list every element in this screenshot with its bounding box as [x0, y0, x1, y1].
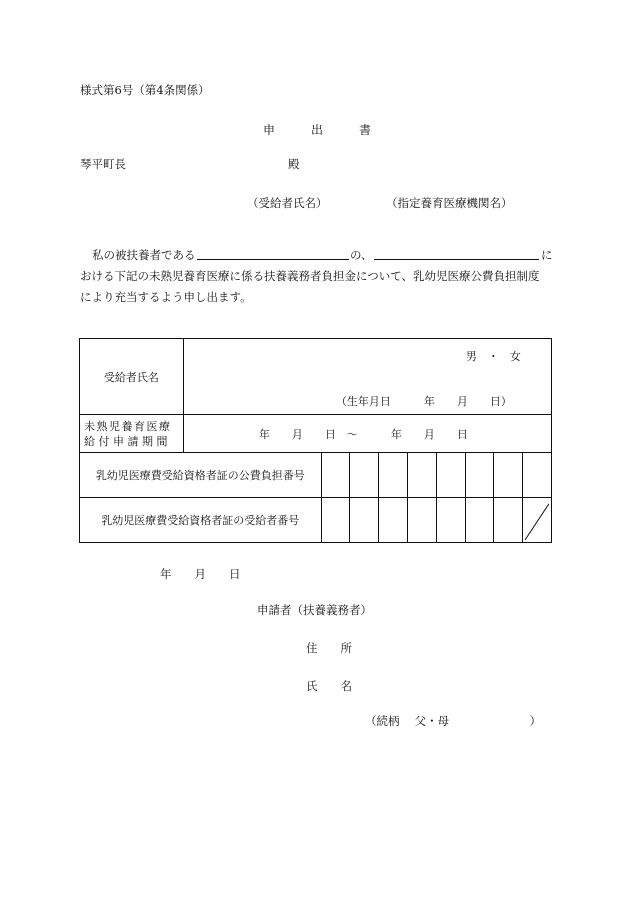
submission-date[interactable]: 年 月 日 — [160, 567, 241, 581]
public-burden-digit-4[interactable] — [407, 453, 436, 498]
birthdate[interactable]: （生年月日 年 月 日） — [335, 395, 512, 408]
public-burden-digit-5[interactable] — [436, 453, 465, 498]
period-label-line-2: 給付申請期間 — [84, 434, 171, 448]
body-paragraph — [80, 245, 555, 308]
public-burden-digit-6[interactable] — [465, 453, 494, 498]
relationship-field[interactable]: （続柄 父・母 ） — [365, 714, 542, 728]
public-burden-digit-7[interactable] — [494, 453, 523, 498]
addressee: 琴平町長 — [80, 157, 126, 171]
public-burden-number-label-cell — [80, 453, 322, 498]
application-table — [79, 338, 552, 543]
application-period-label-cell — [80, 415, 184, 453]
public-burden-digit-1[interactable] — [321, 453, 350, 498]
recipient-digit-6[interactable] — [465, 498, 494, 543]
institution-name-field[interactable] — [374, 259, 539, 260]
recipient-name-row-label: 受給者氏名 — [103, 370, 159, 384]
period-label-line-1: 未熟児養育医療 — [84, 419, 172, 433]
body-line-3: により充当するよう申し出ます。 — [80, 290, 252, 304]
body-text-2: の、 — [350, 248, 373, 262]
recipient-digit-4[interactable] — [407, 498, 436, 543]
document-title: 申 出 書 — [263, 123, 372, 137]
recipient-digit-3[interactable] — [379, 498, 408, 543]
recipient-digit-5[interactable] — [436, 498, 465, 543]
public-burden-digit-3[interactable] — [379, 453, 408, 498]
recipient-number-label-cell — [80, 498, 322, 543]
public-burden-digit-2[interactable] — [350, 453, 379, 498]
dependent-name-field[interactable] — [197, 259, 349, 260]
form-number: 様式第6号（第4条関係） — [80, 83, 210, 97]
recipient-digit-7[interactable] — [494, 498, 523, 543]
public-burden-number-label: 乳幼児医療費受給資格者証の公費負担番号 — [95, 469, 305, 482]
body-text-1: 私の被扶養者である — [92, 248, 196, 262]
gender-choice[interactable]: 男 ・ 女 — [465, 350, 521, 363]
application-period[interactable]: 年 月 日 ～ 年 月 日 — [258, 427, 468, 441]
name-label: 氏 名 — [306, 679, 352, 693]
recipient-name-label-cell — [80, 339, 184, 415]
institution-label: （指定養育医療機関名） — [386, 196, 513, 210]
recipient-digit-1[interactable] — [321, 498, 350, 543]
public-burden-digit-8[interactable] — [523, 453, 552, 498]
diagonal-slash — [523, 498, 551, 542]
recipient-name-label: （受給者氏名） — [247, 196, 328, 210]
body-line-2: おける下記の未熟児養育医療に係る扶養義務者負担金について、乳幼児医療公費負担制度 — [80, 269, 540, 283]
address-label: 住 所 — [306, 641, 352, 655]
recipient-digit-8-crossed — [523, 498, 552, 543]
body-text-3: に — [541, 248, 553, 262]
recipient-digit-2[interactable] — [350, 498, 379, 543]
applicant-label: 申請者（扶養義務者） — [257, 603, 372, 617]
recipient-name-input-cell[interactable] — [183, 339, 551, 415]
application-period-input-cell[interactable] — [183, 415, 551, 453]
body-line-1 — [80, 245, 555, 266]
honorific: 殿 — [288, 157, 300, 171]
recipient-number-label: 乳幼児医療費受給資格者証の受給者番号 — [101, 514, 300, 527]
